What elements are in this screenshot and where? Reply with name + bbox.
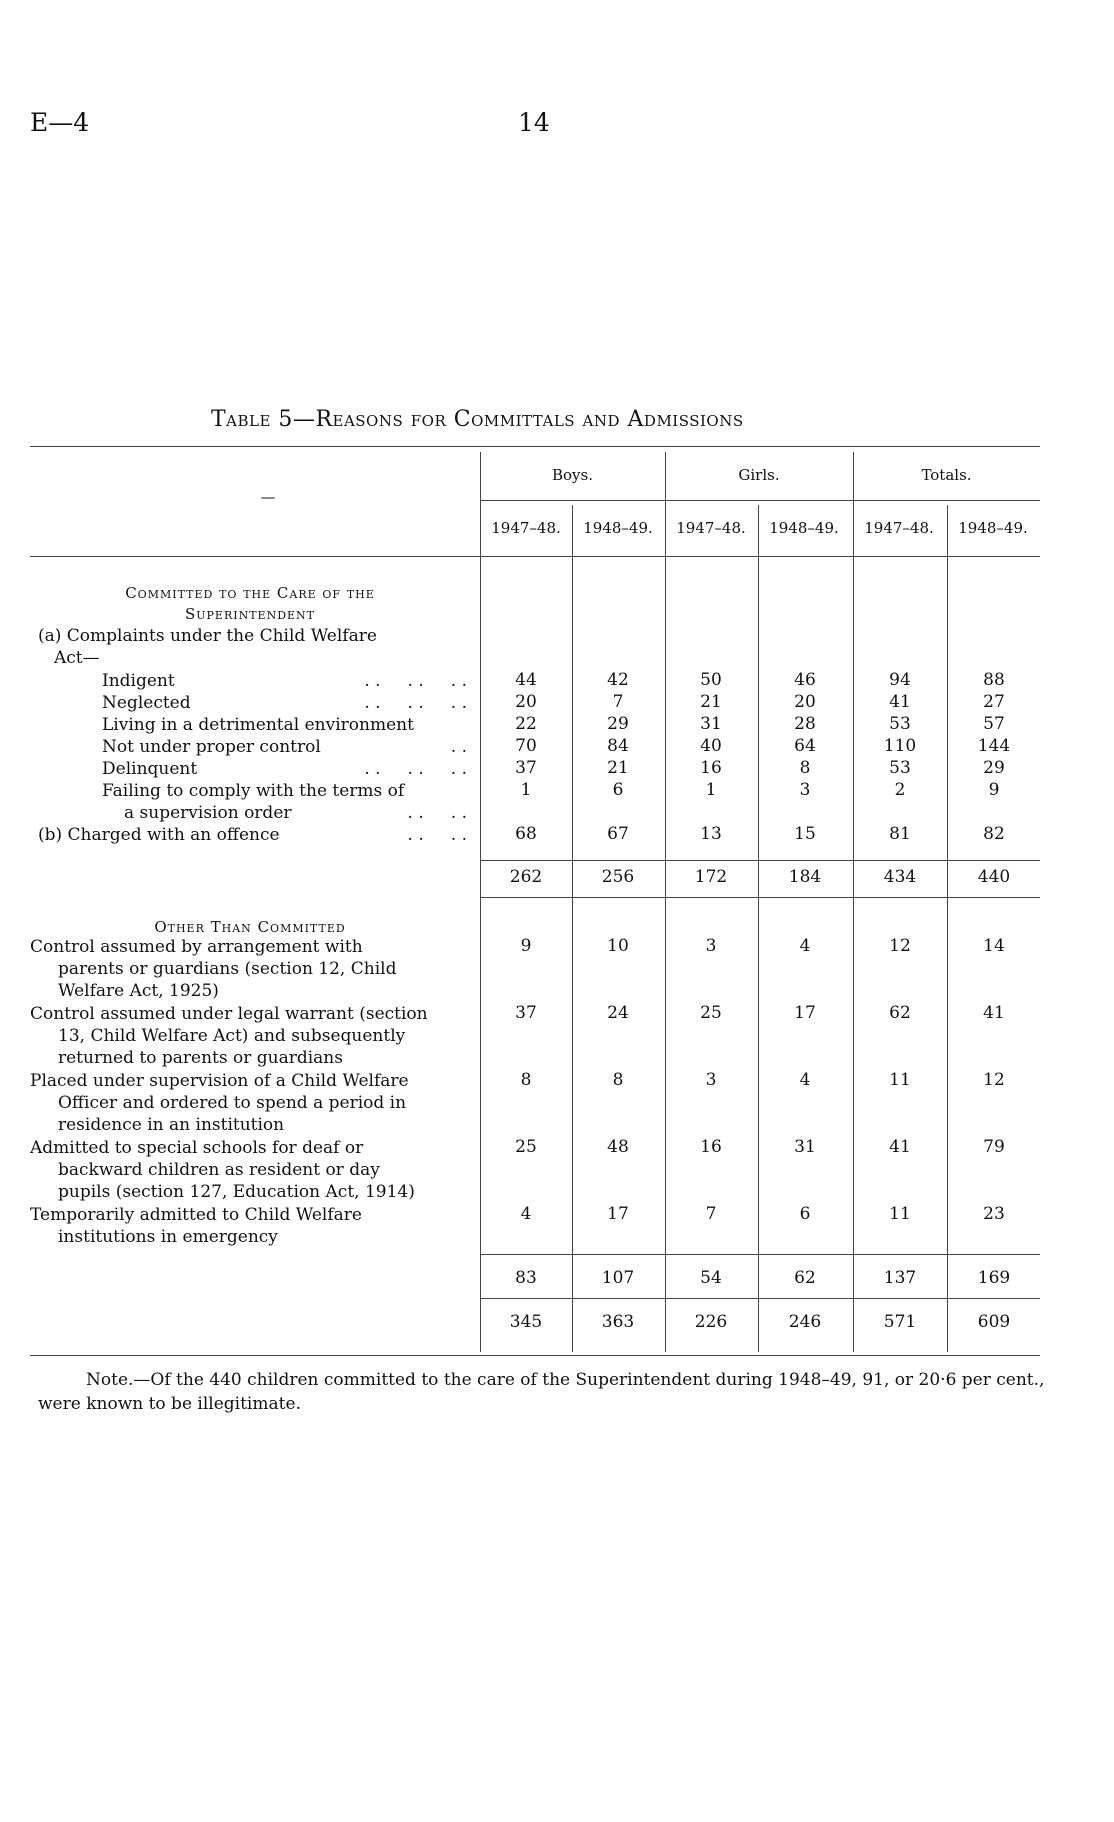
leader-dots: . . . . . . — [364, 671, 467, 691]
rule-other-total-bottom — [480, 1298, 1040, 1299]
committed-row-cell: 84 — [607, 736, 629, 756]
committed-row-cell: 22 — [515, 714, 537, 734]
row-label-text: (b) Charged with an offence — [38, 825, 280, 845]
row-label: 13, Child Welfare Act) and subsequently — [58, 1026, 406, 1046]
committed-row-cell: 29 — [607, 714, 629, 734]
other-total-cell: 62 — [794, 1268, 816, 1288]
row-label: Living in a detrimental environment — [102, 715, 414, 735]
col-group-girls: Girls. — [738, 466, 780, 484]
committed-row-cell: 94 — [889, 670, 911, 690]
other-row-cell: 12 — [983, 1070, 1005, 1090]
row-label-text: Delinquent — [102, 759, 198, 779]
committed-total-cell: 172 — [694, 867, 728, 887]
row-label-text: Indigent — [102, 671, 175, 691]
committed-row-cell: 20 — [515, 692, 537, 712]
other-row-cell: 8 — [612, 1070, 624, 1090]
row-label: Welfare Act, 1925) — [58, 981, 219, 1001]
col-totals-1948: 1948–49. — [958, 519, 1028, 537]
committed-row-cell: 42 — [607, 670, 629, 690]
committed-row-cell: 13 — [700, 824, 722, 844]
other-row-cell: 17 — [794, 1003, 816, 1023]
other-row-cell: 23 — [983, 1204, 1005, 1224]
row-label: Failing to comply with the terms of — [102, 781, 405, 801]
committed-row-cell: 50 — [700, 670, 722, 690]
vrule-boys-mid — [572, 505, 573, 1352]
other-row-cell: 4 — [799, 1070, 811, 1090]
other-total-cell: 137 — [883, 1268, 917, 1288]
page-number: 14 — [518, 108, 550, 137]
row-label: backward children as resident or day — [58, 1160, 380, 1180]
committed-row-cell: 40 — [700, 736, 722, 756]
table-title-words: Reasons for Committals and Admissions — [315, 407, 744, 432]
committed-row-cell: 37 — [515, 758, 537, 778]
row-label: pupils (section 127, Education Act, 1914) — [58, 1182, 415, 1202]
committed-row-cell: 53 — [889, 714, 911, 734]
committed-row-cell: 1 — [705, 780, 717, 800]
rule-header-bottom — [30, 556, 1040, 557]
other-row-cell: 10 — [607, 936, 629, 956]
grand-total-cell: 363 — [601, 1312, 635, 1332]
section-committed-heading: Committed to the Care of the — [125, 584, 375, 602]
rule-other-subtotal — [480, 1254, 1040, 1255]
row-label-text: Not under proper control — [102, 737, 321, 757]
committed-row-cell: 6 — [612, 780, 624, 800]
col-boys-1948: 1948–49. — [583, 519, 653, 537]
row-label: residence in an institution — [58, 1115, 285, 1135]
row-label: Control assumed by arrangement with — [30, 937, 363, 957]
committed-row-cell: 41 — [889, 692, 911, 712]
vrule-girls-mid — [758, 505, 759, 1352]
committed-row-cell: 27 — [983, 692, 1005, 712]
grand-total-cell: 246 — [788, 1312, 822, 1332]
other-row-cell: 9 — [520, 936, 532, 956]
other-row-cell: 12 — [889, 936, 911, 956]
complaints-label: (a) Complaints under the Child Welfare — [38, 626, 377, 646]
stub-dash: — — [260, 488, 276, 506]
row-label — [102, 758, 467, 780]
other-row-cell: 41 — [983, 1003, 1005, 1023]
committed-row-cell: 3 — [799, 780, 811, 800]
row-label — [102, 736, 467, 758]
committed-row-cell: 1 — [520, 780, 532, 800]
leader-dots: . . . . — [407, 825, 467, 845]
other-row-cell: 3 — [705, 1070, 717, 1090]
grand-total-cell: 226 — [694, 1312, 728, 1332]
col-group-boys: Boys. — [552, 466, 593, 484]
section-other-heading: Other Than Committed — [154, 918, 346, 936]
section-committed-heading-2: Superintendent — [184, 605, 316, 623]
grand-total-cell: 571 — [883, 1312, 917, 1332]
other-row-cell: 11 — [889, 1070, 911, 1090]
row-label: Admitted to special schools for deaf or — [30, 1138, 364, 1158]
other-row-cell: 37 — [515, 1003, 537, 1023]
footnote: Note.—Of the 440 children committed to the care of the Superintendent during 1948–49, 91, or 20·6 per cent., were known to be illegitimate. — [38, 1370, 1045, 1414]
col-girls-1948: 1948–49. — [769, 519, 839, 537]
rule-bottom — [30, 1355, 1040, 1356]
other-total-cell: 54 — [700, 1268, 722, 1288]
committed-row-cell: 81 — [889, 824, 911, 844]
other-row-cell: 14 — [983, 936, 1005, 956]
committed-row-cell: 44 — [515, 670, 537, 690]
leader-dots: . . . . . . — [364, 759, 467, 779]
other-row-cell: 48 — [607, 1137, 629, 1157]
committed-total-cell: 256 — [601, 867, 635, 887]
rule-top — [30, 446, 1040, 447]
committed-row-cell: 88 — [983, 670, 1005, 690]
committed-row-cell: 64 — [794, 736, 816, 756]
row-label — [124, 802, 467, 824]
row-label: Temporarily admitted to Child Welfare — [30, 1205, 362, 1225]
col-group-totals: Totals. — [921, 466, 972, 484]
grand-total-cell: 609 — [977, 1312, 1011, 1332]
other-row-cell: 79 — [983, 1137, 1005, 1157]
other-row-cell: 16 — [700, 1137, 722, 1157]
other-total-cell: 107 — [601, 1268, 635, 1288]
other-row-cell: 8 — [520, 1070, 532, 1090]
other-row-cell: 62 — [889, 1003, 911, 1023]
committed-row-cell: 21 — [700, 692, 722, 712]
committed-row-cell: 15 — [794, 824, 816, 844]
committed-row-cell: 144 — [977, 736, 1011, 756]
other-row-cell: 31 — [794, 1137, 816, 1157]
committed-row-cell: 31 — [700, 714, 722, 734]
row-label: Officer and ordered to spend a period in — [58, 1093, 407, 1113]
row-label — [102, 670, 467, 692]
leader-dots: . . — [450, 737, 467, 757]
other-row-cell: 17 — [607, 1204, 629, 1224]
other-total-cell: 83 — [515, 1268, 537, 1288]
other-row-cell: 25 — [700, 1003, 722, 1023]
vrule-girls-totals — [853, 452, 854, 1352]
row-label: Control assumed under legal warrant (section — [30, 1004, 428, 1024]
row-label — [38, 824, 467, 846]
row-label: parents or guardians (section 12, Child — [58, 959, 397, 979]
other-total-cell: 169 — [977, 1268, 1011, 1288]
vrule-stub — [480, 452, 481, 1352]
complaints-label-2: Act— — [54, 648, 100, 668]
vrule-totals-mid — [947, 505, 948, 1352]
grand-total-cell: 345 — [509, 1312, 543, 1332]
committed-row-cell: 68 — [515, 824, 537, 844]
other-row-cell: 25 — [515, 1137, 537, 1157]
other-row-cell: 24 — [607, 1003, 629, 1023]
other-row-cell: 4 — [799, 936, 811, 956]
committed-row-cell: 29 — [983, 758, 1005, 778]
col-girls-1947: 1947–48. — [676, 519, 746, 537]
committed-row-cell: 16 — [700, 758, 722, 778]
row-label-text: Neglected — [102, 693, 191, 713]
col-totals-1947: 1947–48. — [864, 519, 934, 537]
col-boys-1947: 1947–48. — [491, 519, 561, 537]
rule-subheader — [480, 500, 1040, 501]
other-row-cell: 7 — [705, 1204, 717, 1224]
table-title-prefix: Table 5— — [211, 407, 316, 432]
row-label — [102, 692, 467, 714]
rule-committed-subtotal — [480, 860, 1040, 861]
committed-row-cell: 46 — [794, 670, 816, 690]
committed-total-cell: 262 — [509, 867, 543, 887]
committed-row-cell: 20 — [794, 692, 816, 712]
table-title — [211, 407, 744, 432]
committed-row-cell: 70 — [515, 736, 537, 756]
rule-committed-total-bottom — [480, 897, 1040, 898]
committed-row-cell: 53 — [889, 758, 911, 778]
vrule-boys-girls — [665, 452, 666, 1352]
other-row-cell: 6 — [799, 1204, 811, 1224]
committed-row-cell: 7 — [612, 692, 624, 712]
committed-row-cell: 8 — [799, 758, 811, 778]
committed-row-cell: 21 — [607, 758, 629, 778]
row-label: institutions in emergency — [58, 1227, 278, 1247]
other-row-cell: 4 — [520, 1204, 532, 1224]
committed-row-cell: 2 — [894, 780, 906, 800]
document-code: E—4 — [30, 108, 90, 137]
committed-row-cell: 110 — [883, 736, 917, 756]
committed-row-cell: 9 — [988, 780, 1000, 800]
committed-row-cell: 82 — [983, 824, 1005, 844]
other-row-cell: 11 — [889, 1204, 911, 1224]
committed-total-cell: 184 — [788, 867, 822, 887]
committed-total-cell: 434 — [883, 867, 917, 887]
committed-row-cell: 67 — [607, 824, 629, 844]
leader-dots: . . . . . . — [364, 693, 467, 713]
row-label: returned to parents or guardians — [58, 1048, 343, 1068]
committed-row-cell: 57 — [983, 714, 1005, 734]
row-label: Placed under supervision of a Child Welfare — [30, 1071, 409, 1091]
other-row-cell: 3 — [705, 936, 717, 956]
other-row-cell: 41 — [889, 1137, 911, 1157]
committed-total-cell: 440 — [977, 867, 1011, 887]
committed-row-cell: 28 — [794, 714, 816, 734]
row-label-text: a supervision order — [124, 803, 292, 823]
leader-dots: . . . . — [407, 803, 467, 823]
